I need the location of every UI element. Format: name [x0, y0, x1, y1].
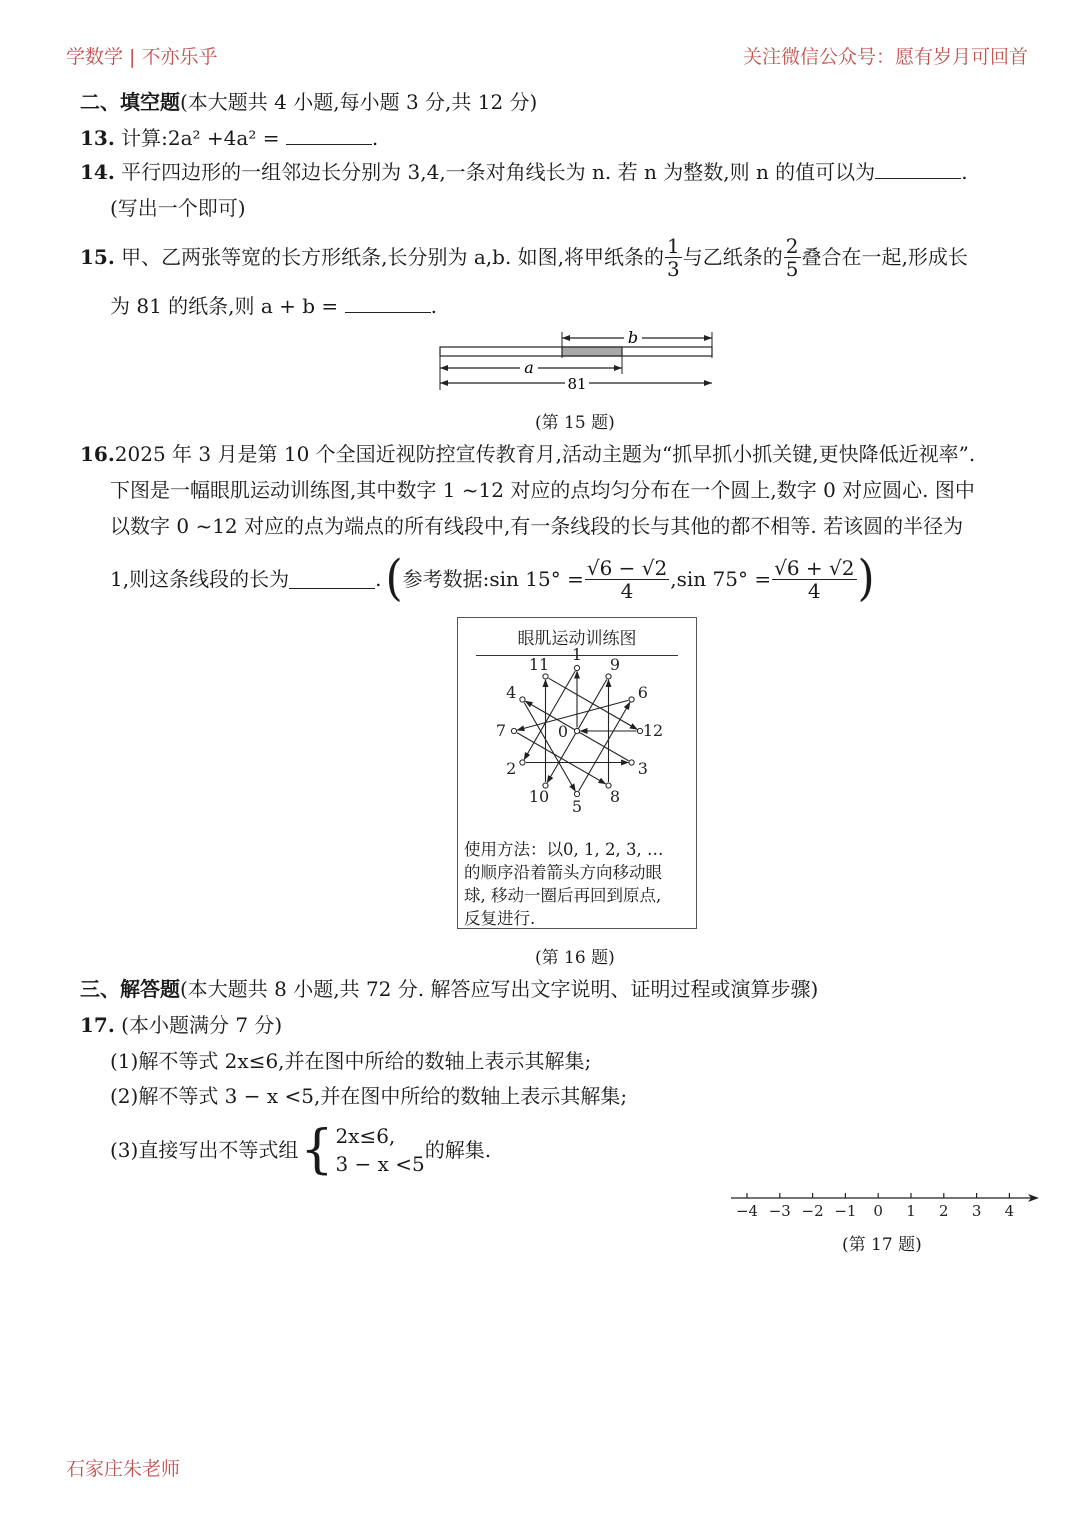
axis-label-6: 2 [939, 1202, 949, 1220]
point-3 [629, 760, 634, 765]
q14-end: . [961, 160, 968, 184]
q15-strip-figure [436, 328, 718, 396]
q17-caption: (第 17 题) [842, 1235, 922, 1255]
label-0: 0 [557, 722, 569, 741]
label-1: 1 [571, 645, 583, 664]
q14-answer-blank[interactable] [875, 160, 961, 179]
q14-note: (写出一个即可) [110, 196, 246, 220]
q17-number: 17. [80, 1013, 115, 1037]
system-brace: { [300, 1120, 334, 1180]
section3-title: 三、解答题 [80, 977, 180, 1001]
q15-fraction-2 [784, 235, 801, 280]
q15-f2-num: 2 [785, 233, 799, 258]
point-4 [520, 697, 525, 702]
q15-fraction-1 [665, 235, 682, 280]
label-5: 5 [571, 797, 583, 816]
question-14 [80, 158, 968, 186]
q15-number: 15. [80, 245, 115, 269]
q16-line3: 以数字 0 ~12 对应的点为端点的所有线段中,有一条线段的长与其他的都不相等. 若该圆的半径为 [110, 514, 964, 538]
usage-line-4: 反复进行. [464, 909, 536, 928]
q16-ref-label: 参考数据:sin 15° = [402, 567, 584, 591]
point-12 [637, 728, 642, 733]
usage-line-2: 的顺序沿着箭头方向移动眼 [464, 863, 662, 882]
question-13 [80, 124, 378, 152]
eye-training-diagram [458, 645, 696, 836]
axis-label-4: 0 [873, 1202, 883, 1220]
q17-part1: (1)解不等式 2x≤6,并在图中所给的数轴上表示其解集; [110, 1049, 592, 1073]
axis-label-2: −2 [801, 1202, 824, 1220]
ref1-den: 4 [620, 578, 634, 603]
q15-line2-text: 为 81 的纸条,则 a + b = [110, 294, 339, 318]
point-2 [520, 760, 525, 765]
label-2: 2 [506, 759, 517, 778]
point-9 [606, 674, 611, 679]
question-15 [80, 234, 968, 280]
label-81: 81 [567, 375, 587, 393]
q16-line4-text: 1,则这条线段的长为 [110, 567, 290, 591]
header-right: 关注微信公众号：愿有岁月可回首 [743, 46, 1029, 68]
point-6 [629, 697, 634, 702]
section2-heading [80, 88, 537, 116]
q16-line1 [80, 440, 975, 468]
inequality-system [335, 1122, 424, 1178]
axis-label-1: −3 [768, 1202, 791, 1220]
q17-heading [80, 1011, 282, 1039]
q17-part3-text-b: 的解集. [424, 1138, 492, 1162]
q15-text-3: 叠合在一起,形成长 [801, 245, 968, 269]
q15-text-1: 甲、乙两张等宽的长方形纸条,长分别为 a,b. 如图,将甲纸条的 [121, 245, 665, 269]
label-10: 10 [528, 786, 550, 806]
q16-line2: 下图是一幅眼肌运动训练图,其中数字 1 ~12 对应的点均匀分布在一个圆上,数字 0 对应圆心. 图中 [110, 478, 975, 502]
q15-f1-num: 1 [667, 233, 680, 258]
q17-score: (本小题满分 7 分) [121, 1013, 283, 1037]
ref2-den: 4 [807, 578, 821, 603]
section2-desc: (本大题共 4 小题,每小题 3 分,共 12 分) [180, 90, 538, 114]
axis-label-8: 4 [1004, 1202, 1015, 1220]
ref-fraction-2 [772, 557, 856, 602]
ref2-num: √6 + √2 [774, 555, 855, 580]
q15-answer-blank[interactable] [345, 294, 431, 313]
overlap-region [562, 347, 622, 356]
label-3: 3 [637, 759, 648, 778]
label-4: 4 [506, 683, 517, 702]
q15-end: . [430, 294, 437, 318]
q15-f1-den: 3 [667, 256, 680, 281]
header-left: 学数学 | 不亦乐乎 [66, 46, 218, 68]
q13-number: 13. [80, 126, 115, 150]
ref-open-paren: ( [385, 550, 403, 607]
footer-author: 石家庄朱老师 [66, 1458, 181, 1480]
q17-part3 [110, 1120, 491, 1180]
label-9: 9 [609, 655, 621, 675]
usage-line-1: 使用方法：以0, 1, 2, 3, … [464, 840, 664, 859]
q17-part3-text-a: (3)直接写出不等式组 [110, 1138, 299, 1162]
point-7 [511, 728, 516, 733]
q14-number: 14. [80, 160, 115, 184]
q16-line4 [110, 550, 875, 607]
label-b: b [627, 328, 639, 347]
label-6: 6 [637, 683, 648, 702]
section2-title: 二、填空题 [80, 90, 180, 114]
section3-desc: (本大题共 8 小题,共 72 分. 解答应写出文字说明、证明过程或演算步骤) [180, 977, 819, 1001]
usage-line-3: 球, 移动一圈后再回到原点, [464, 886, 662, 905]
q16-line4-end: . [375, 567, 382, 591]
q16-answer-blank[interactable] [289, 570, 375, 589]
q15-text-2: 与乙纸条的 [682, 245, 783, 269]
label-a: a [524, 358, 534, 377]
ref-fraction-1 [585, 557, 669, 602]
point-1 [574, 665, 579, 670]
q16-line1-text: 2025 年 3 月是第 10 个全国近视防控宣传教育月,活动主题为“抓早抓小抓关键,更快降低近视率”. [114, 442, 976, 466]
usage-text [458, 838, 696, 930]
q15-caption: (第 15 题) [535, 413, 615, 433]
point-11 [543, 674, 548, 679]
q13-answer-blank[interactable] [286, 126, 372, 145]
q13-end: . [371, 126, 379, 150]
q15-line2 [110, 292, 437, 320]
axis-label-3: −1 [834, 1202, 857, 1220]
q16-caption: (第 16 题) [535, 948, 615, 968]
q14-text: 平行四边形的一组邻边长分别为 3,4,一条对角线长为 n. 若 n 为整数,则 n 的值可以为 [121, 160, 876, 184]
q17-part2: (2)解不等式 3 − x <5,并在图中所给的数轴上表示其解集; [110, 1084, 628, 1108]
eye-training-figure [457, 617, 697, 929]
number-line [725, 1186, 1045, 1222]
axis-label-5: 1 [906, 1202, 916, 1220]
q15-f2-den: 5 [785, 256, 799, 281]
point-5 [574, 791, 579, 796]
q13-text: 计算:2a² +4a² = [121, 126, 280, 150]
figure-title: 眼肌运动训练图 [517, 629, 637, 649]
segment-6-to-7 [517, 700, 628, 730]
system-row-1: 2x≤6, [335, 1124, 396, 1148]
q16-ref-mid: ,sin 75° = [670, 567, 772, 591]
ref1-num: √6 − √2 [586, 555, 668, 580]
section3-heading [80, 975, 818, 1003]
label-12: 12 [642, 721, 664, 740]
q16-number: 16. [80, 442, 115, 466]
ref-close-paren: ) [857, 550, 875, 607]
label-7: 7 [495, 721, 507, 740]
axis-label-7: 3 [971, 1202, 982, 1220]
axis-label-0: −4 [735, 1202, 759, 1220]
label-8: 8 [609, 786, 621, 806]
label-11: 11 [528, 655, 550, 675]
point-0 [574, 728, 579, 733]
system-row-2: 3 − x <5 [335, 1152, 425, 1176]
